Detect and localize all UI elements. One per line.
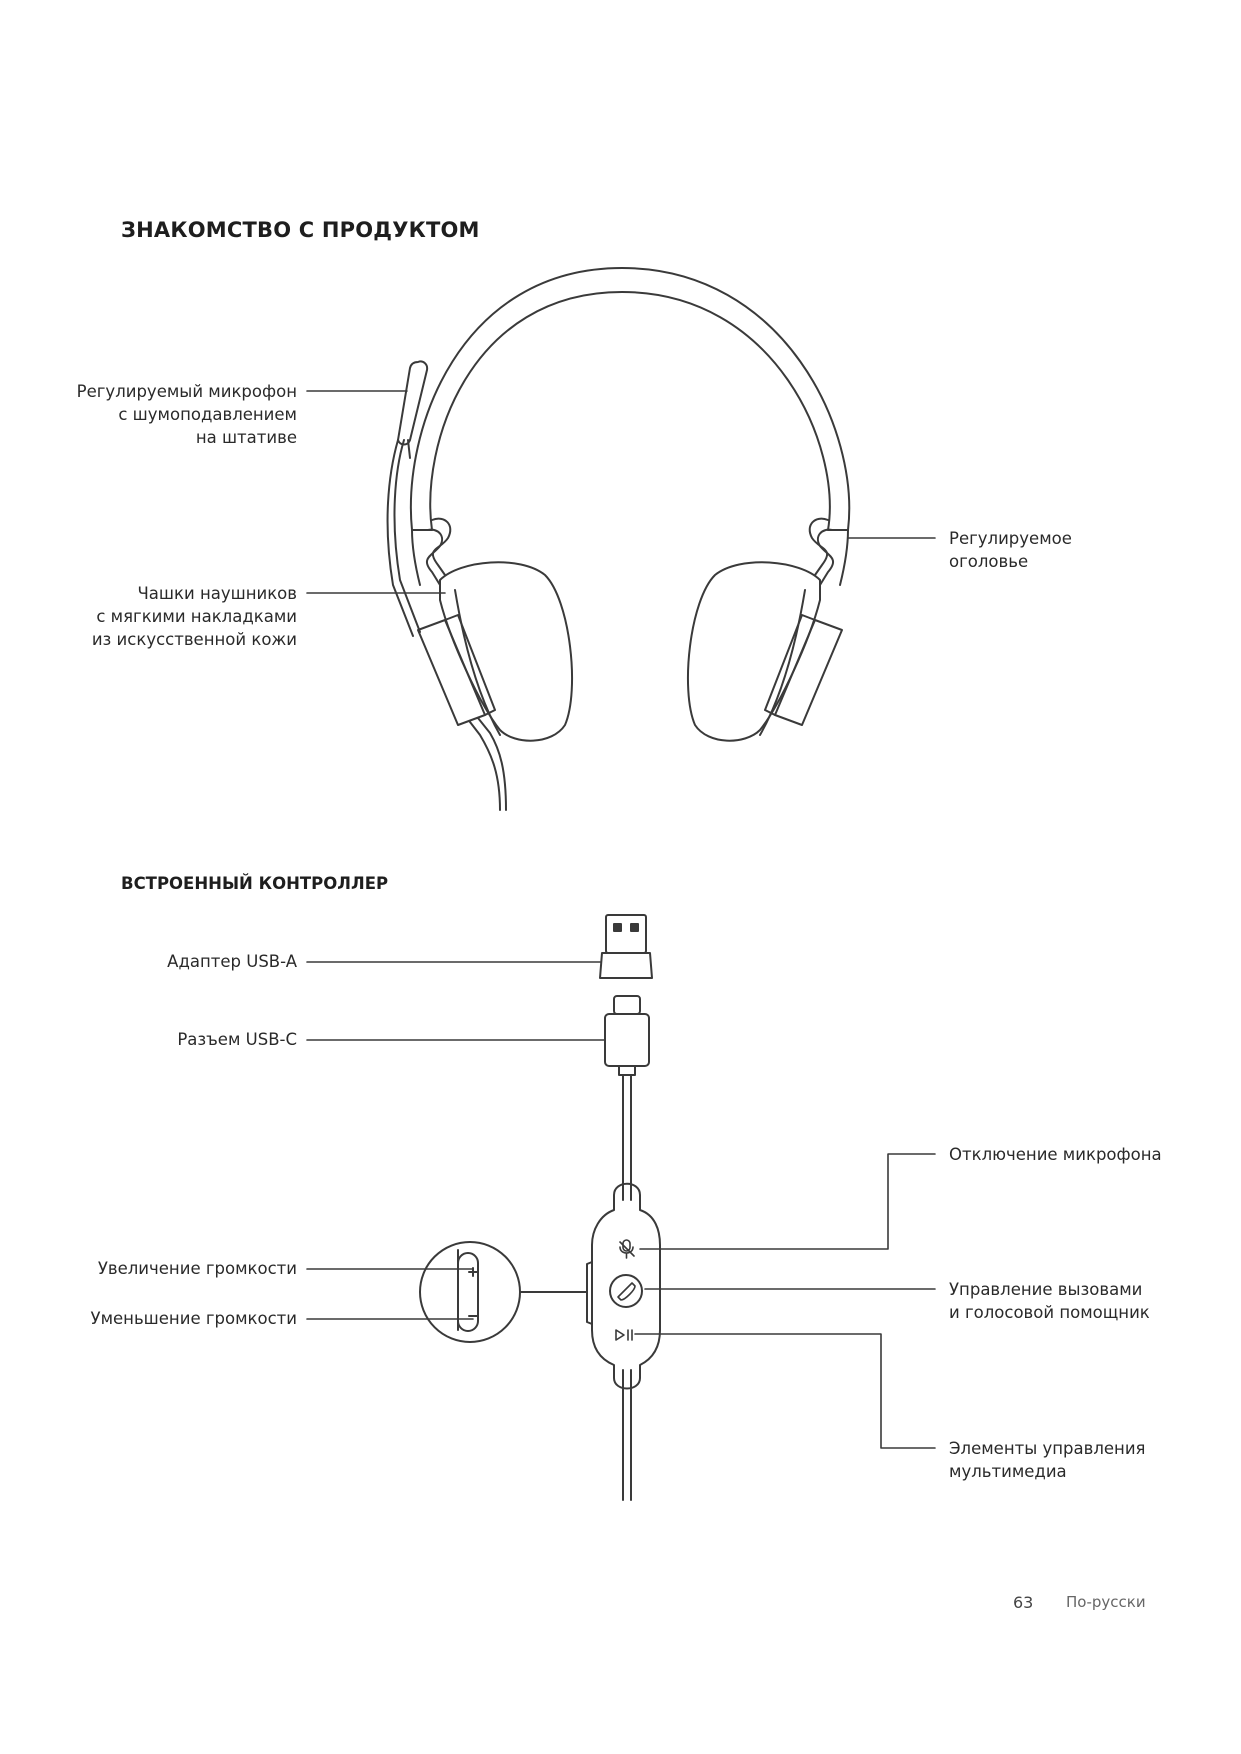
call-button [610, 1275, 642, 1307]
inline-controller [587, 1184, 660, 1389]
right-ear-shell [775, 620, 842, 725]
page-number: 63 [1013, 1593, 1034, 1612]
section2-leader-lines [307, 962, 935, 1448]
headset-illustration [388, 268, 850, 810]
callout-usb-c: Разъем USB-C [177, 1030, 297, 1049]
usb-c-connector [605, 996, 649, 1075]
callout-mic-mute: Отключение микрофона [949, 1145, 1162, 1164]
usb-a-adapter [600, 915, 652, 978]
headband-outer [411, 268, 849, 530]
headset-cable [470, 722, 500, 810]
play-pause-icon [616, 1330, 632, 1340]
phone-icon [618, 1283, 635, 1300]
callout-headband: Регулируемое оголовье [949, 529, 1072, 571]
microphone-mute-icon [620, 1240, 634, 1258]
callout-volume-up: Увеличение громкости [97, 1259, 297, 1278]
callout-ear-cups: Чашки наушников с мягкими накладками из искусственной кожи [91, 584, 297, 649]
callout-media: Элементы управления мультимедиа [949, 1439, 1146, 1481]
left-ear-cushion [440, 562, 572, 740]
callout-volume-down: Уменьшение громкости [90, 1309, 297, 1328]
callout-usb-a: Адаптер USB-A [167, 952, 297, 971]
mic-boom [398, 361, 427, 444]
right-ear-cushion [688, 562, 820, 740]
callout-microphone: Регулируемый микрофон с шумоподавлением на штативе [76, 382, 297, 447]
footer-language: По-русски [1066, 1593, 1146, 1611]
section-title-product-overview: ЗНАКОМСТВО С ПРОДУКТОМ [121, 218, 480, 242]
callout-call-control: Управление вызовами и голосовой помощник [949, 1280, 1150, 1322]
section-title-inline-controller: ВСТРОЕННЫЙ КОНТРОЛЛЕР [121, 874, 389, 893]
volume-rocker-detail [420, 1242, 587, 1342]
left-ear-shell [418, 620, 485, 725]
